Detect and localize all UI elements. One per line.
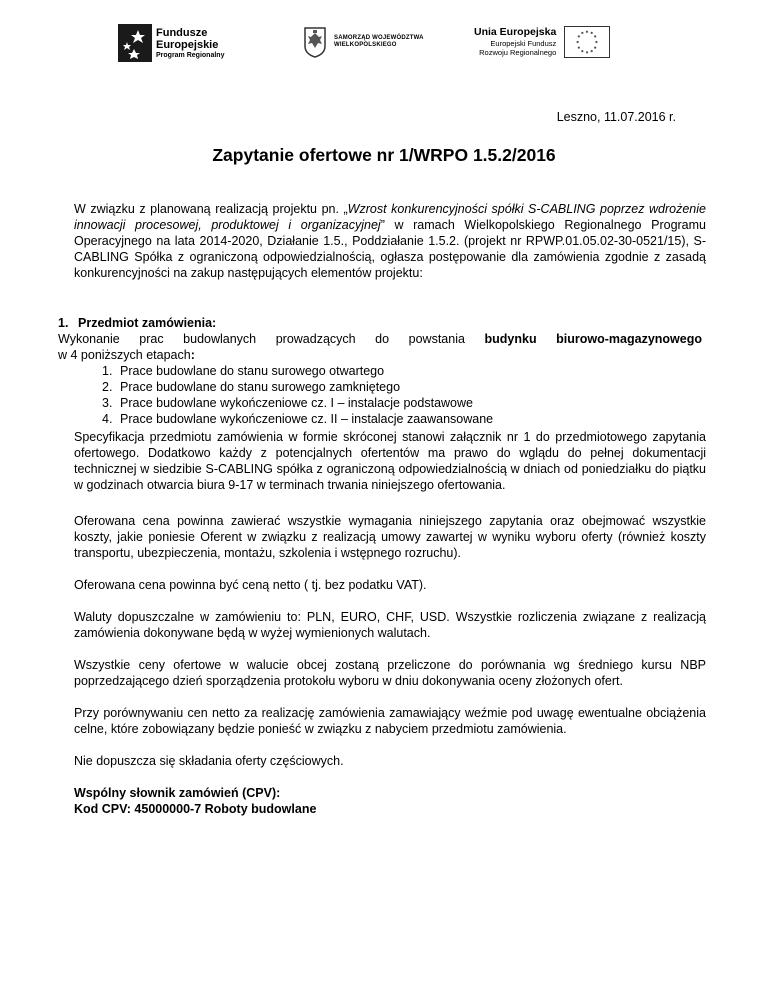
ue-line2: Europejski Fundusz (490, 39, 557, 48)
wlkp-line2: WIELKOPOLSKIEGO (334, 42, 397, 48)
section-heading-text: Przedmiot zamówienia: (78, 316, 217, 330)
samorzad-wielkopolski-logo (302, 26, 424, 58)
list-item-text: Prace budowlane wykończeniowe cz. I – instalacje podstawowe (120, 396, 473, 410)
wlkp-line1: SAMORZĄD WOJEWÓDZTWA (334, 35, 424, 41)
fe-star-icon (118, 24, 152, 62)
section-number: 1. (58, 316, 69, 330)
stages-list (58, 363, 710, 427)
list-item-number: 2. (102, 380, 113, 394)
fe-line1: Fundusze (156, 26, 208, 39)
section-description-line1 (58, 331, 702, 347)
section-heading (58, 315, 710, 331)
list-item (58, 411, 710, 427)
list-item-text: Prace budowlane do stanu surowego otwartego (120, 364, 385, 378)
paragraph-cena-netto: Oferowana cena powinna być ceną netto ( tj. bez podatku VAT). (74, 578, 427, 592)
document-title: Zapytanie ofertowe nr 1/WRPO 1.5.2/2016 (212, 145, 556, 165)
list-item-number: 1. (102, 364, 113, 378)
intro-before: W związku z planowaną realizacją projektu pn. „ (74, 202, 348, 216)
list-item-number: 3. (102, 396, 113, 410)
paragraph-waluty: Waluty dopuszczalne w zamówieniu to: PLN, EURO, CHF, USD. Wszystkie rozliczenia związane z realizacją zamówienia dokonywane będą w wyżej wymienionych walutach. (74, 610, 706, 640)
list-item-number: 4. (102, 412, 113, 426)
list-item-text: Prace budowlane do stanu surowego zamkniętego (120, 380, 401, 394)
paragraph-cena-koszty: Oferowana cena powinna zawierać wszystkie wymagania niniejszego zapytania oraz obejmować wszystkie koszty, jakie poniesie Oferent w związku z realizacją umowy zawartej w wyniku wyboru oferty (również koszty transportu, ubezpieczenia, montażu, szkolenia i wstępnego rozruchu). (74, 514, 706, 560)
list-item (58, 363, 710, 379)
paragraph-obciazenia-celne: Przy porównywaniu cen netto za realizację zamówienia zamawiający weźmie pod uwagę ewentualne obciążenia celne, które zobowiązany będzie ponieść w związku z nabyciem przedmiotu zamówienia. (74, 706, 706, 736)
description-bold: budynku biurowo-magazynowego (484, 332, 702, 346)
description-before: Wykonanie prac budowlanych prowadzących do powstania (58, 332, 485, 346)
unia-europejska-logo (474, 26, 610, 58)
project-name: Wzrost konkurencyjności spółki S-CABLING poprzez wdrożenie innowacji procesowej, produktowej i organizacyjnej (74, 202, 706, 232)
paragraph-oferty-czesciowe: Nie dopuszcza się składania oferty częściowych. (74, 754, 344, 768)
cpv-code: Kod CPV: 45000000-7 Roboty budowlane (74, 802, 317, 816)
eu-flag-icon (564, 26, 610, 58)
paragraph-przeliczenie: Wszystkie ceny ofertowe w walucie obcej zostaną przeliczone do porównania wg średniego kursu NBP poprzedzającego dzień sporządzenia protokołu wyboru w dniu dokonywania oceny złożonych ofert. (74, 658, 706, 688)
intro-paragraph (74, 201, 706, 281)
section-przedmiot-zamowienia (58, 315, 710, 427)
list-item (58, 379, 710, 395)
ue-line1: Unia Europejska (474, 26, 557, 38)
fe-line2: Europejskie (156, 38, 219, 51)
description-after: w 4 poniższych etapach (58, 348, 191, 362)
header-logos (0, 20, 768, 70)
list-item (58, 395, 710, 411)
cpv-block (74, 785, 706, 817)
eagle-crest-icon (302, 26, 328, 58)
place-and-date: Leszno, 11.07.2016 r. (556, 110, 676, 124)
ue-line3: Rozwoju Regionalnego (479, 48, 557, 57)
paragraph-specyfikacja: Specyfikacja przedmiotu zamówienia w formie skróconej stanowi załącznik nr 1 do przedmiotowego zapytania ofertowego. Dodatkowo każdy z potencjalnych ofertentów ma prawo do wglądu do pełnej dokumentacji technicznej w siedzibie S-CABLING spółka z ograniczoną odpowiedzialnością w dniach od poniedziałku do piątku w godzinach otwarcia biura 9-17 w terminach trwania niniejszego ofertowania. (74, 430, 706, 492)
fundusze-europejskie-logo (118, 24, 224, 62)
description-colon: : (190, 348, 195, 362)
section-description-line2 (58, 347, 710, 363)
intro-after: ” w ramach Wielkopolskiego Regionalnego Programu Operacyjnego na lata 2014-2020, Działanie 1.5., Poddziałanie 1.5.2. (projekt nr RPWP.01.05.02-30-0521/15), S-CABLING Spółka z ograniczoną odpowiedzialnością, ogłasza postępowanie dla zamówienia zgodnie z zasadą konkurencyjności na zakup następujących elementów projektu: (74, 218, 707, 280)
cpv-heading: Wspólny słownik zamówień (CPV): (74, 786, 281, 800)
fe-line3: Program Regionalny (156, 51, 225, 59)
list-item-text: Prace budowlane wykończeniowe cz. II – instalacje zaawansowane (120, 412, 494, 426)
